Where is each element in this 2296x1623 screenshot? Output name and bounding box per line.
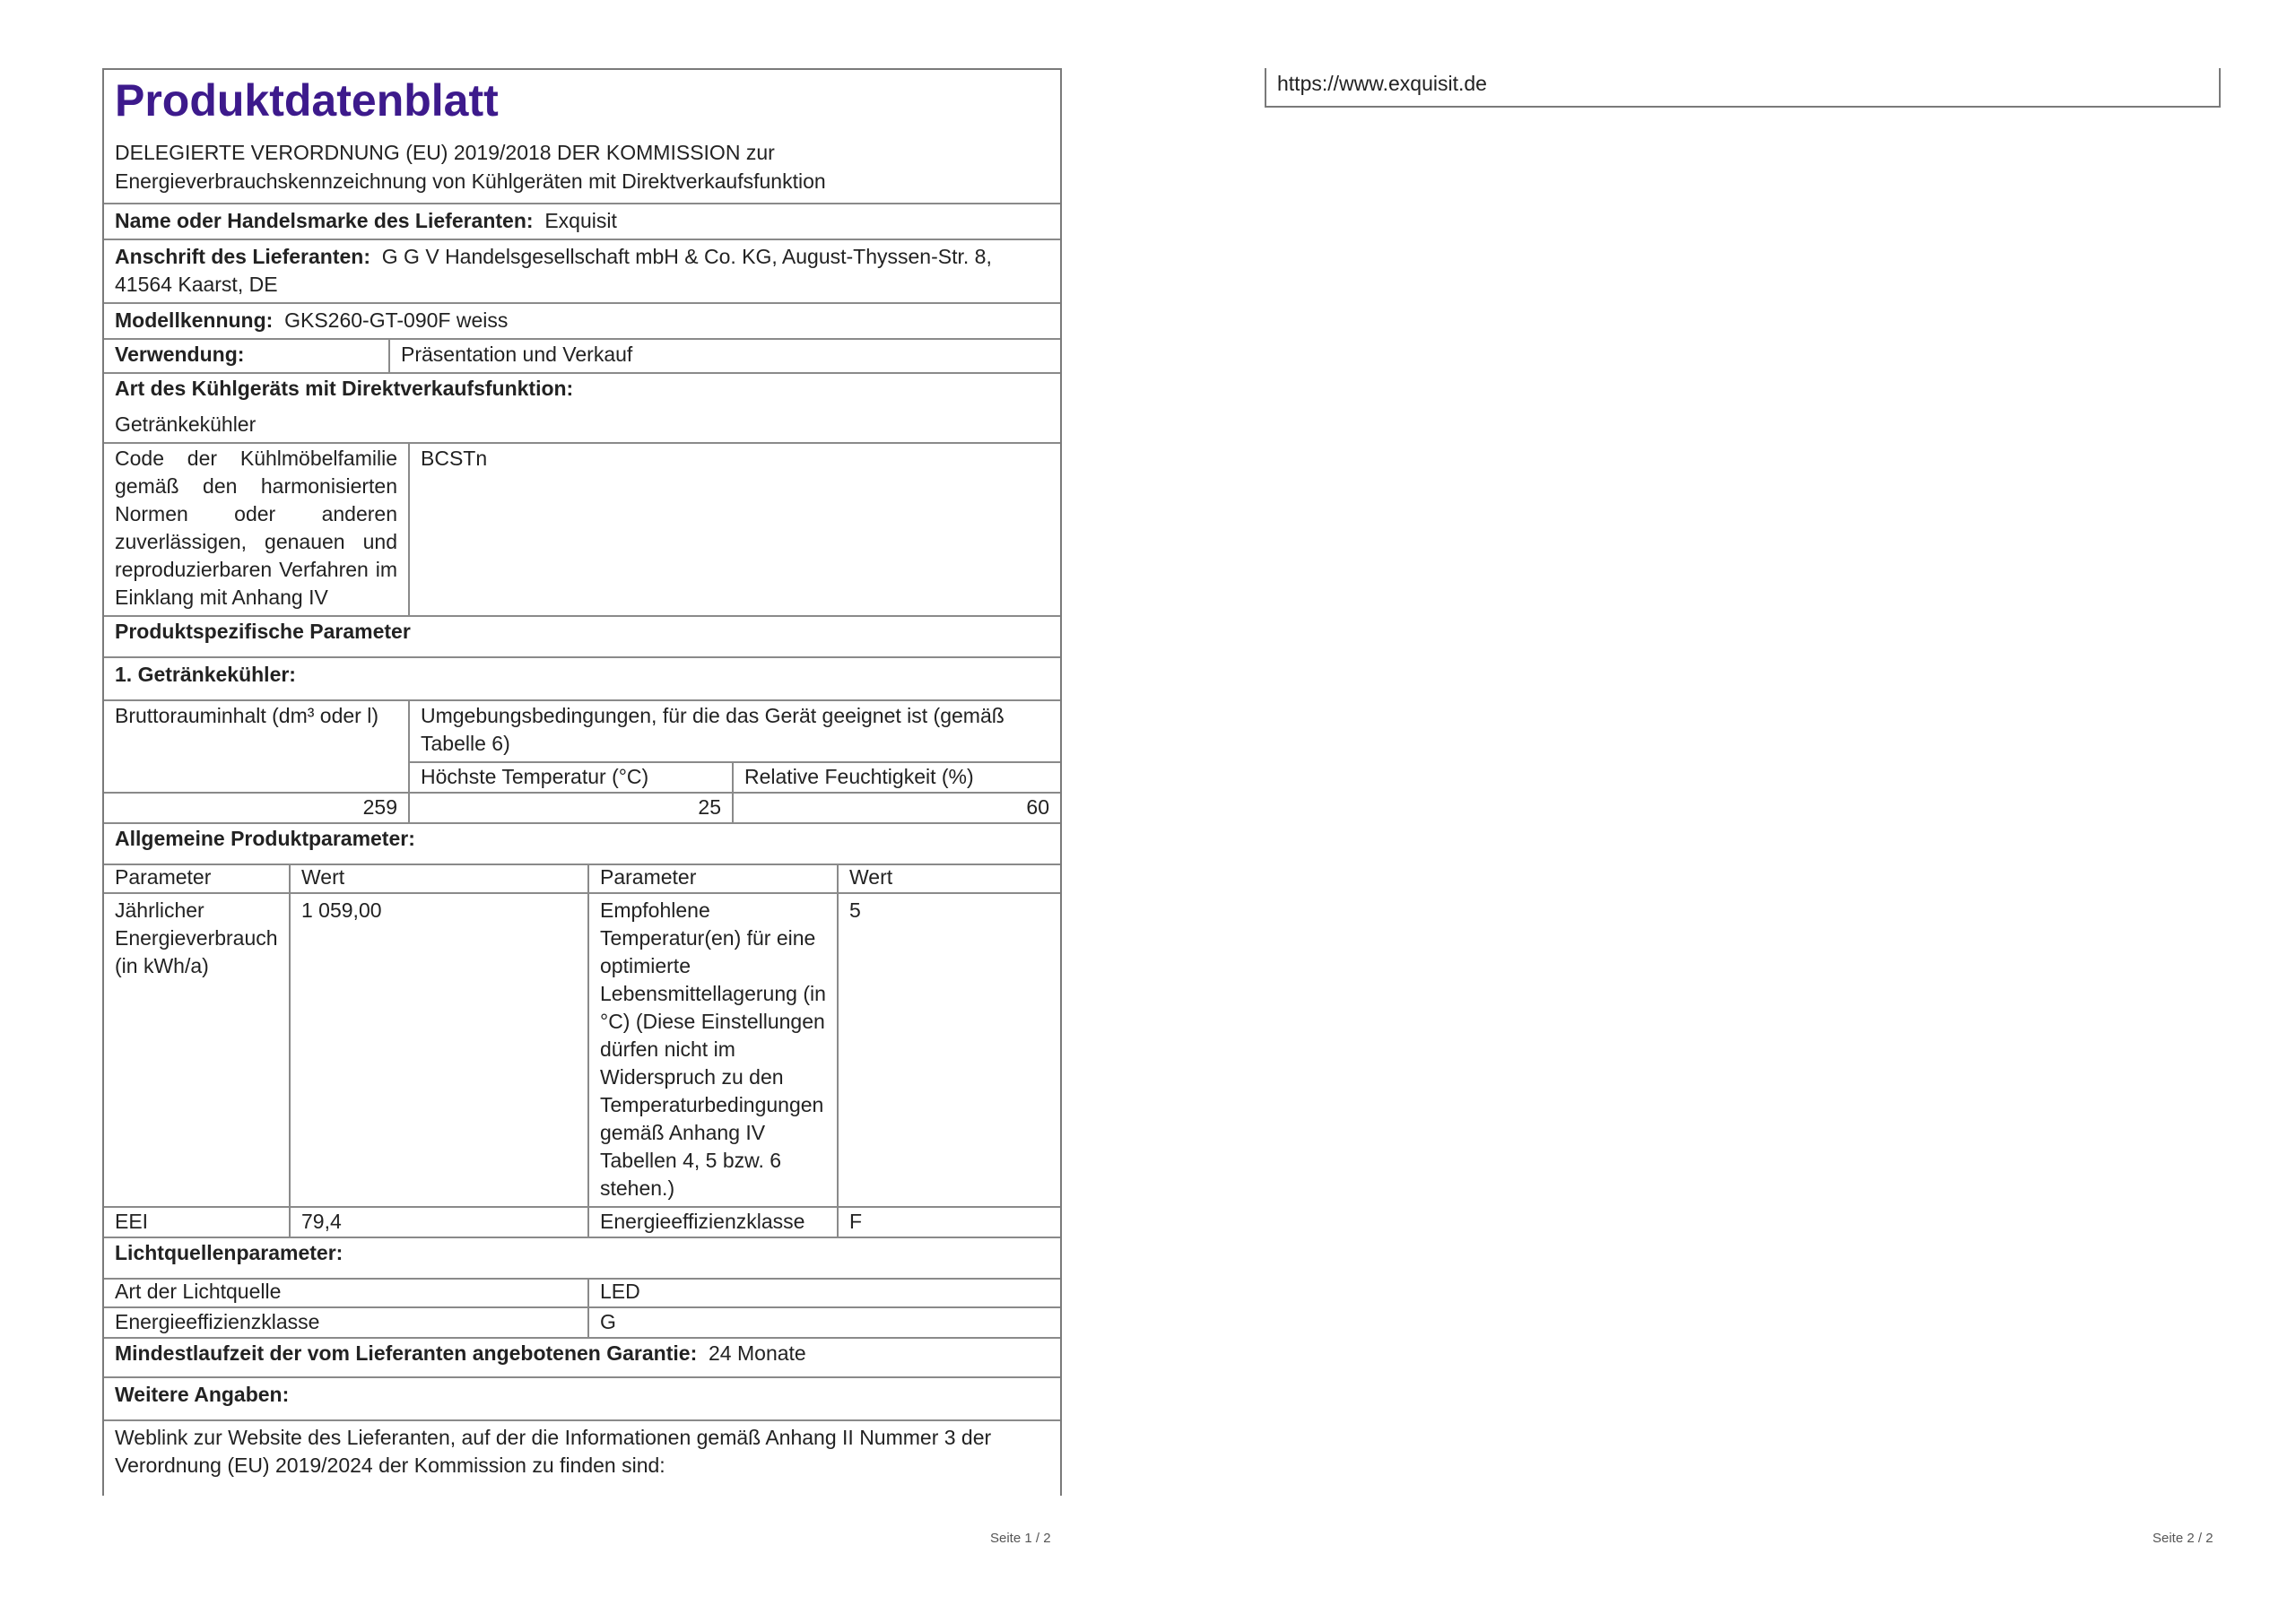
conditions-label: Umgebungsbedingungen, für die das Gerät geeignet ist (gemäß Tabelle 6) [409, 699, 1060, 762]
humidity-value: 60 [733, 793, 1060, 823]
model-value: GKS260-GT-090F weiss [284, 308, 509, 332]
supplier-url[interactable]: https://www.exquisit.de [1277, 72, 1487, 95]
appliance-type-value: Getränkekühler [115, 412, 257, 436]
supplier-address-row [104, 239, 1060, 303]
family-code-label: Code der Kühlmöbelfamilie gemäß den harmonisierten Normen oder anderen zuverlässigen, genauen und reproduzierbaren Verfahren im Einklang mit Anhang IV [104, 442, 409, 616]
recommended-temp-label: Empfohlene Temperatur(en) für eine optimierte Lebensmittellagerung (in °C) (Diese Einstellungen dürfen nicht im Widerspruch zu den Temperaturbedingungen gemäß Anhang IV Tabellen 4, 5 bzw. 6 stehen.) [588, 893, 838, 1207]
volume-label: Bruttorauminhalt (dm³ oder l) [104, 699, 409, 793]
warranty-table [104, 1337, 1060, 1496]
general-col-param-2: Parameter [588, 864, 838, 893]
product-params-table [104, 615, 1060, 701]
recommended-temp-value: 5 [838, 893, 1060, 1207]
warranty-value: 24 Monate [709, 1341, 806, 1365]
light-class-value: G [588, 1307, 1060, 1338]
humidity-label: Relative Feuchtigkeit (%) [733, 762, 1060, 793]
page-number-1: Seite 1 / 2 [990, 1531, 1051, 1546]
product-data-sheet [102, 68, 1062, 1496]
further-heading: Weitere Angaben: [104, 1377, 1060, 1420]
energy-class-value: F [838, 1207, 1060, 1237]
usage-value: Präsentation und Verkauf [389, 338, 1060, 373]
appliance-type-table [104, 372, 1060, 444]
model-label: Modellkennung: [115, 308, 274, 332]
regulation-subtitle: DELEGIERTE VERORDNUNG (EU) 2019/2018 DER KOMMISSION zur Energieverbrauchskennzeichnung von Kühlgeräten mit Direktverkaufsfunktion [115, 141, 826, 193]
model-row [104, 303, 1060, 339]
page-number-2: Seite 2 / 2 [2152, 1531, 2213, 1546]
max-temp-label: Höchste Temperatur (°C) [409, 762, 733, 793]
header-table [104, 68, 1060, 340]
supplier-address-label: Anschrift des Lieferanten: [115, 245, 370, 268]
eei-label: EEI [104, 1207, 290, 1237]
usage-label: Verwendung: [104, 338, 389, 373]
light-heading-table [104, 1237, 1060, 1280]
warranty-row [104, 1337, 1060, 1377]
max-temp-value: 25 [409, 793, 733, 823]
weblink-text: Weblink zur Website des Lieferanten, auf der die Informationen gemäß Anhang II Nummer 3 der Verordnung (EU) 2019/2024 der Kommission zu finden sind: [104, 1420, 1060, 1496]
page-title: Produktdatenblatt [115, 75, 499, 126]
appliance-type-cell [104, 372, 1060, 443]
weblink-continuation [1265, 68, 2221, 108]
product-params-heading: Produktspezifische Parameter [104, 615, 1060, 657]
annual-energy-value: 1 059,00 [290, 893, 588, 1207]
light-heading: Lichtquellenparameter: [104, 1237, 1060, 1279]
supplier-name-value: Exquisit [544, 209, 617, 232]
supplier-name-label: Name oder Handelsmarke des Lieferanten: [115, 209, 534, 232]
supplier-address-value: G G V Handelsgesellschaft mbH & Co. KG, August-Thyssen-Str. 8, 41564 Kaarst, DE [115, 245, 992, 296]
general-col-param-1: Parameter [104, 864, 290, 893]
light-type-value: LED [588, 1278, 1060, 1307]
general-col-value-1: Wert [290, 864, 588, 893]
page-2 [1148, 0, 2296, 1623]
general-heading: Allgemeine Produktparameter: [104, 822, 1060, 864]
beverage-cooler-heading: 1. Getränkekühler: [104, 657, 1060, 700]
volume-value: 259 [104, 793, 409, 823]
beverage-cooler-table [104, 699, 1060, 824]
general-col-value-2: Wert [838, 864, 1060, 893]
family-code-value: BCSTn [409, 442, 1060, 616]
light-type-label: Art der Lichtquelle [104, 1278, 588, 1307]
annual-energy-label: Jährlicher Energieverbrauch (in kWh/a) [104, 893, 290, 1207]
warranty-label: Mindestlaufzeit der vom Lieferanten angebotenen Garantie: [115, 1341, 698, 1365]
general-params-table [104, 864, 1060, 1238]
family-code-table [104, 442, 1060, 617]
appliance-type-label: Art des Kühlgeräts mit Direktverkaufsfunktion: [115, 377, 574, 400]
light-params-table [104, 1278, 1060, 1339]
energy-class-label: Energieeffizienzklasse [588, 1207, 838, 1237]
supplier-name-row [104, 204, 1060, 239]
light-class-label: Energieeffizienzklasse [104, 1307, 588, 1338]
eei-value: 79,4 [290, 1207, 588, 1237]
usage-table [104, 338, 1060, 374]
header-cell [104, 68, 1060, 204]
general-heading-table [104, 822, 1060, 865]
